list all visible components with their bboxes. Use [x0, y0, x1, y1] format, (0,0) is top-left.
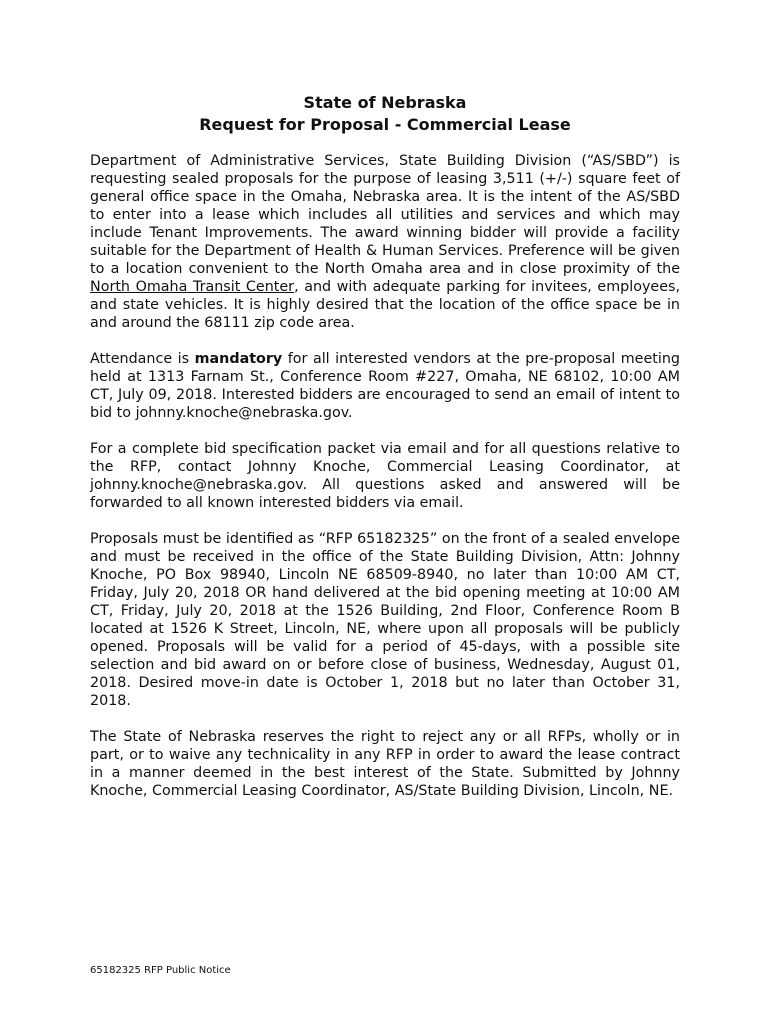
paragraph-intro-text-end: , and with adequate parking for invitees, employees, and state vehicles. It is highly desired that the location of the office space be in and around the 68111 zip code area.	[90, 279, 680, 331]
mandatory-emphasis: mandatory	[194, 351, 283, 367]
page-footer: 65182325 RFP Public Notice	[90, 965, 231, 976]
paragraph-attendance-text-end: for all interested vendors at the pre-proposal meeting held at 1313 Farnam St., Conference Room #227, Omaha, NE 68102, 10:00 AM CT, July 09, 2018. Interested bidders are encouraged to send an email of intent to bid to johnny.knoche@nebraska.gov.	[90, 351, 680, 421]
document-subtitle: Request for Proposal - Commercial Lease	[199, 115, 571, 134]
paragraph-submission: Proposals must be identified as “RFP 65182325” on the front of a sealed envelope and must be received in the office of the State Building Division, Attn: Johnny Knoche, PO Box 98940, Lincoln NE 68509-8940, no later than 10:00 AM CT, Friday, July 20, 2018 OR hand delivered at the bid opening meeting at 10:00 AM CT, Friday, July 20, 2018 at the 1526 Building, 2nd Floor, Conference Room B located at 1526 K Street, Lincoln, NE, where upon all proposals will be publicly opened. Proposals will be valid for a period of 45-days, with a possible site selection and bid award on or before close of business, Wednesday, August 01, 2018. Desired move-in date is October 1, 2018 but no later than October 31, 2018.	[90, 531, 680, 709]
paragraph-attendance-text: Attendance is	[90, 351, 195, 367]
paragraph-reservation: The State of Nebraska reserves the right to reject any or all RFPs, wholly or in part, or to waive any technicality in any RFP in order to award the lease contract in a manner deemed in the best interest of the State. Submitted by Johnny Knoche, Commercial Leasing Coordinator, AS/State Building Division, Lincoln, NE.	[90, 729, 680, 799]
paragraph-intro	[90, 152, 680, 332]
title-block	[90, 92, 680, 136]
paragraph-attendance	[90, 350, 680, 422]
transit-center-link: North Omaha Transit Center	[90, 279, 295, 295]
document-page	[90, 92, 680, 818]
paragraph-intro-text: Department of Administrative Services, State Building Division (“AS/SBD”) is requesting sealed proposals for the purpose of leasing 3,511 (+/-) square feet of general office space in the Omaha, Nebraska area. It is the intent of the AS/SBD to enter into a lease which includes all utilities and services and which may include Tenant Improvements. The award winning bidder will provide a facility suitable for the Department of Health & Human Services. Preference will be given to a location convenient to the North Omaha area and in close proximity of the	[90, 153, 680, 277]
paragraph-contact: For a complete bid specification packet via email and for all questions relative to the RFP, contact Johnny Knoche, Commercial Leasing Coordinator, at johnny.knoche@nebraska.gov. All questions asked and answered will be forwarded to all known interested bidders via email.	[90, 441, 680, 511]
document-title: State of Nebraska	[303, 93, 467, 112]
